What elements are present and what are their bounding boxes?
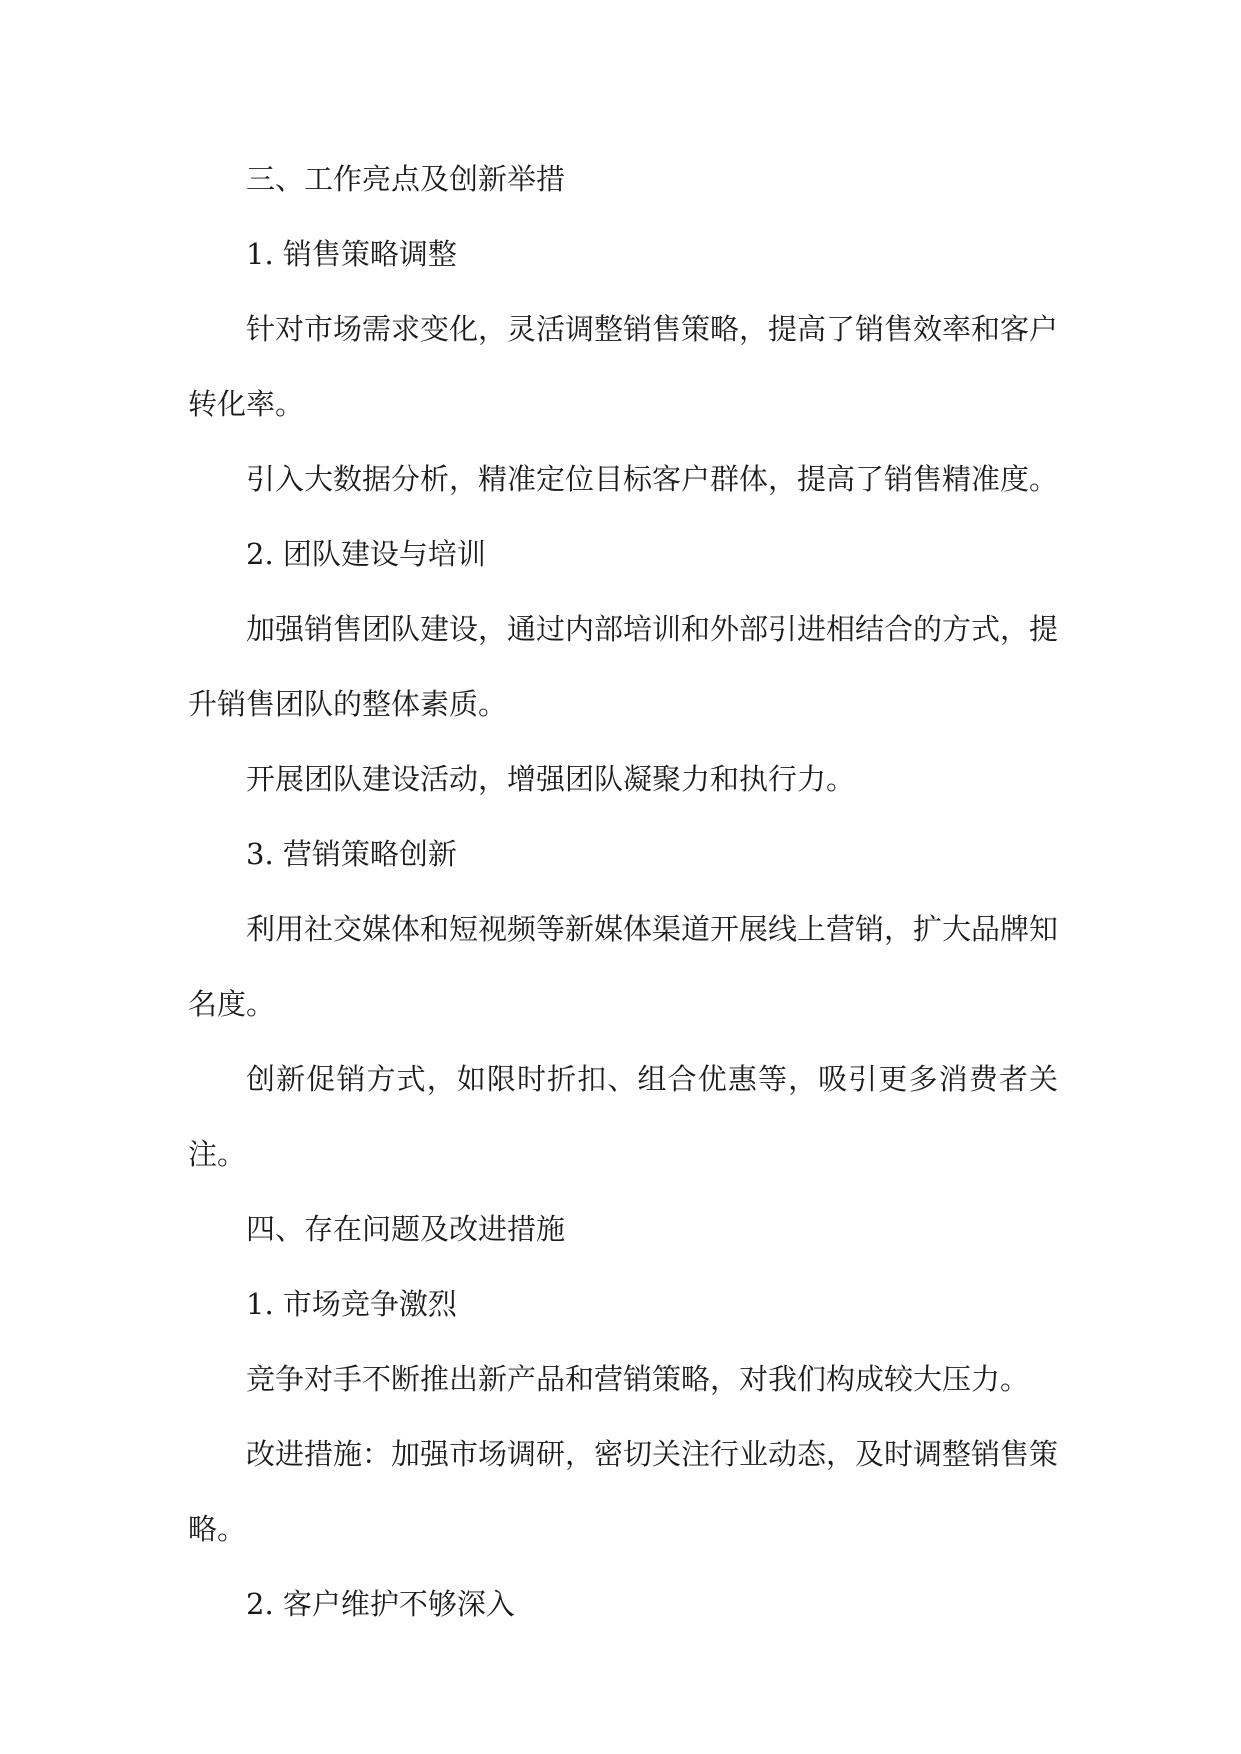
paragraph: 改进措施：加强市场调研，密切关注行业动态，及时调整销售策略。: [188, 1437, 1059, 1546]
paragraph: 利用社交媒体和短视频等新媒体渠道开展线上营销，扩大品牌知名度。: [188, 912, 1059, 1021]
subheading-customer-maintenance: 2. 客户维护不够深入: [246, 1587, 515, 1621]
subheading-marketing-innovation: 3. 营销策略创新: [246, 837, 457, 871]
section-heading-problems: 四、存在问题及改进措施: [246, 1212, 566, 1246]
section-heading-highlights: 三、工作亮点及创新举措: [246, 162, 566, 196]
document-body: [188, 142, 1058, 1642]
paragraph: 加强销售团队建设，通过内部培训和外部引进相结合的方式，提升销售团队的整体素质。: [188, 612, 1059, 721]
paragraph: 竞争对手不断推出新产品和营销策略，对我们构成较大压力。: [246, 1362, 1030, 1396]
subheading-sales-strategy: 1. 销售策略调整: [246, 237, 457, 271]
paragraph: 针对市场需求变化，灵活调整销售策略，提高了销售效率和客户转化率。: [188, 312, 1059, 421]
subheading-team-building: 2. 团队建设与培训: [246, 537, 486, 571]
paragraph: 创新促销方式，如限时折扣、组合优惠等，吸引更多消费者关注。: [188, 1062, 1058, 1171]
paragraph: 开展团队建设活动，增强团队凝聚力和执行力。: [246, 762, 856, 796]
subheading-market-competition: 1. 市场竞争激烈: [246, 1287, 457, 1321]
paragraph: 引入大数据分析，精准定位目标客户群体，提高了销售精准度。: [246, 462, 1059, 496]
